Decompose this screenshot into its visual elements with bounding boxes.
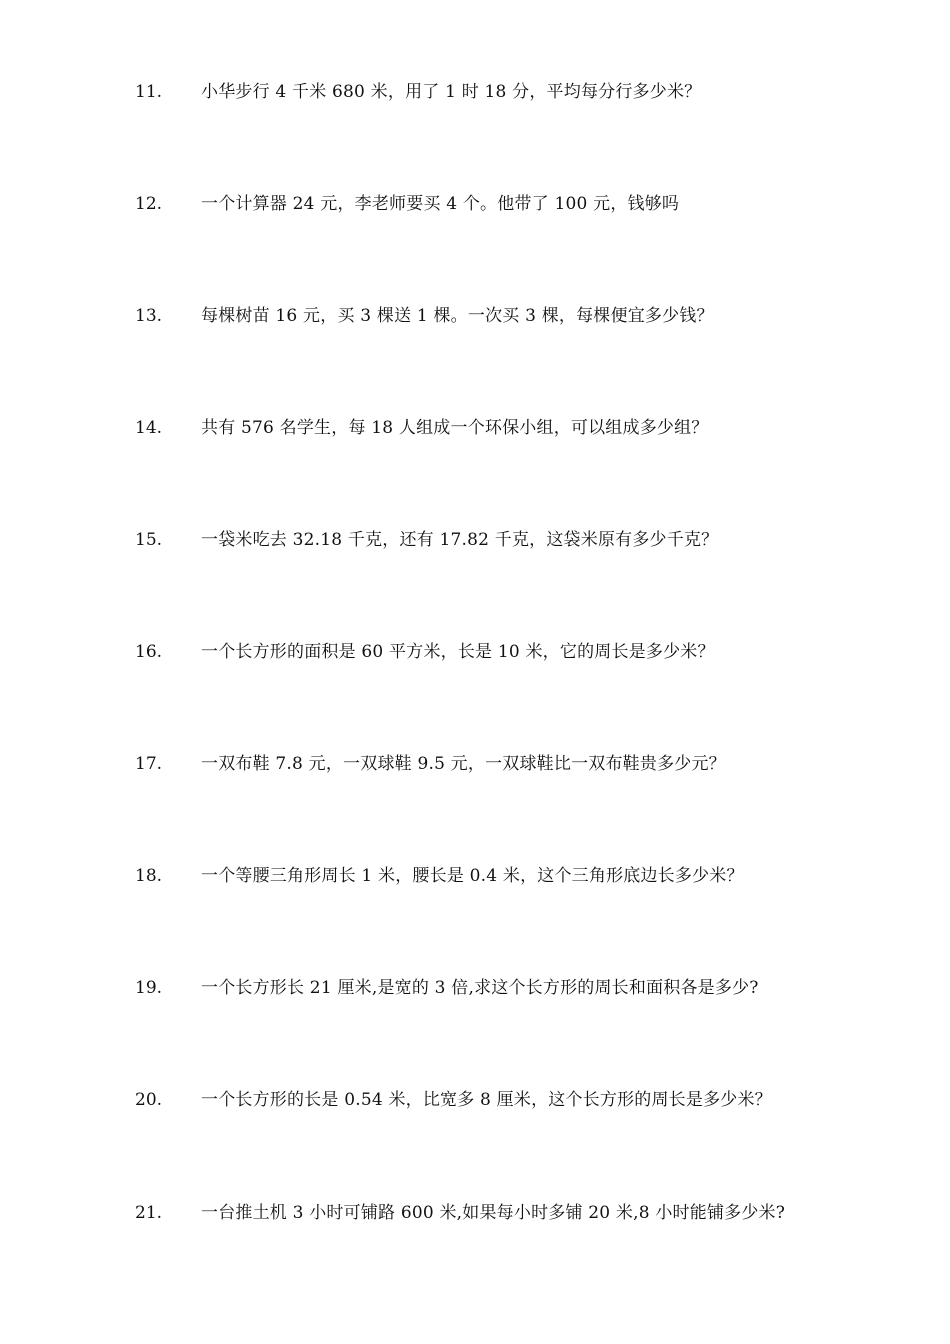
problem-text: 一个长方形的长是 0.54 米，比宽多 8 厘米，这个长方形的周长是多少米？	[201, 1090, 772, 1110]
problem-item	[0, 749, 950, 779]
problem-number: 14.	[135, 418, 163, 438]
problem-number: 16.	[135, 642, 163, 662]
problem-item	[0, 1198, 950, 1228]
problem-text: 一袋米吃去 32.18 千克，还有 17.82 千克，这袋米原有多少千克？	[201, 530, 719, 550]
problem-item	[0, 301, 950, 331]
problem-number: 21.	[135, 1203, 163, 1223]
problem-text: 一个长方形的面积是 60 平方米，长是 10 米，它的周长是多少米？	[201, 642, 715, 662]
problem-number: 17.	[135, 754, 163, 774]
problem-number: 18.	[135, 866, 163, 886]
problem-item	[0, 861, 950, 891]
problem-text: 一个等腰三角形周长 1 米，腰长是 0.4 米，这个三角形底边长多少米？	[201, 866, 744, 886]
problem-text: 每棵树苗 16 元，买 3 棵送 1 棵。一次买 3 棵，每棵便宜多少钱？	[201, 306, 714, 326]
problem-text: 一双布鞋 7.8 元，一双球鞋 9.5 元，一双球鞋比一双布鞋贵多少元？	[201, 754, 726, 774]
problem-number: 19.	[135, 978, 163, 998]
problem-item	[0, 637, 950, 667]
problem-item	[0, 525, 950, 555]
problem-item	[0, 77, 950, 107]
problem-number: 15.	[135, 530, 163, 550]
problem-number: 13.	[135, 306, 163, 326]
problem-number: 20.	[135, 1090, 163, 1110]
problem-item	[0, 189, 950, 219]
problem-item	[0, 1085, 950, 1115]
problem-item	[0, 973, 950, 1003]
problem-item	[0, 413, 950, 443]
problem-text: 小华步行 4 千米 680 米，用了 1 时 18 分，平均每分行多少米？	[201, 82, 702, 102]
problem-text: 一台推土机 3 小时可铺路 600 米,如果每小时多铺 20 米,8 小时能铺多少米?	[201, 1203, 786, 1223]
problem-number: 11.	[135, 82, 163, 102]
problem-text: 一个计算器 24 元，李老师要买 4 个。他带了 100 元，钱够吗	[201, 194, 680, 214]
problem-text: 共有 576 名学生，每 18 人组成一个环保小组，可以组成多少组？	[201, 418, 709, 438]
problem-number: 12.	[135, 194, 163, 214]
problem-text: 一个长方形长 21 厘米,是宽的 3 倍,求这个长方形的周长和面积各是多少?	[201, 978, 759, 998]
